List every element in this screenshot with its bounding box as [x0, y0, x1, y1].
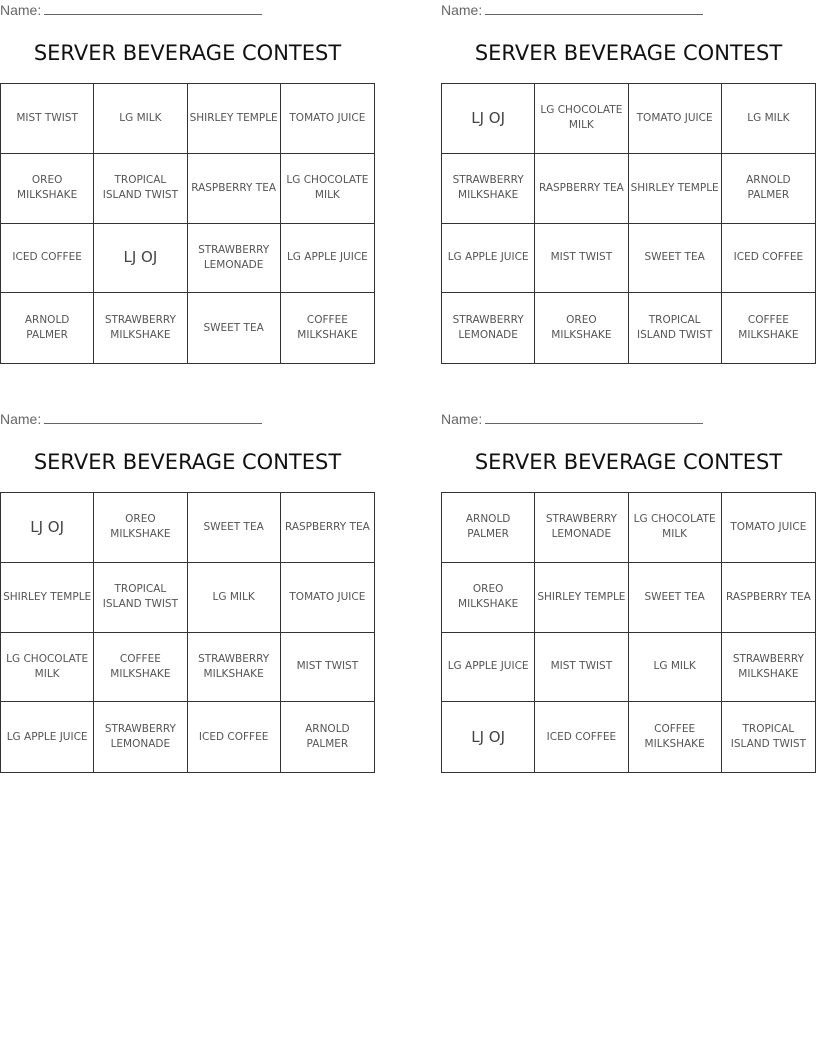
- bingo-cell: SWEET TEA: [629, 224, 722, 294]
- bingo-cell: STRAWBERRY MILKSHAKE: [94, 293, 187, 363]
- bingo-cell: SHIRLEY TEMPLE: [1, 563, 94, 633]
- name-blank-line: [485, 2, 703, 15]
- name-label: Name:: [0, 411, 42, 427]
- name-field: [0, 2, 262, 18]
- bingo-cell: TROPICAL ISLAND TWIST: [94, 154, 187, 224]
- bingo-cell: ICED COFFEE: [1, 224, 94, 294]
- bingo-cell: TOMATO JUICE: [722, 493, 815, 563]
- name-label: Name:: [0, 2, 42, 18]
- bingo-cell: STRAWBERRY MILKSHAKE: [722, 633, 815, 703]
- bingo-cell: STRAWBERRY LEMONADE: [94, 702, 187, 772]
- bingo-grid: [441, 83, 816, 364]
- bingo-cell: MIST TWIST: [535, 224, 628, 294]
- bingo-cell: STRAWBERRY LEMONADE: [442, 293, 535, 363]
- bingo-cell: LJ OJ: [1, 493, 94, 563]
- bingo-cell: STRAWBERRY LEMONADE: [535, 493, 628, 563]
- name-label: Name:: [441, 2, 483, 18]
- bingo-cell: COFFEE MILKSHAKE: [738, 314, 799, 342]
- name-blank-line: [44, 411, 262, 424]
- name-field: [0, 411, 262, 427]
- bingo-cell: OREO MILKSHAKE: [1, 154, 94, 224]
- card-title: SERVER BEVERAGE CONTEST: [474, 41, 783, 65]
- bingo-cell: TOMATO JUICE: [281, 563, 374, 633]
- bingo-grid: [441, 492, 816, 773]
- bingo-cell: RASPBERRY TEA: [722, 563, 815, 633]
- bingo-cell: TROPICAL ISLAND TWIST: [94, 563, 187, 633]
- bingo-cell: SWEET TEA: [188, 493, 281, 563]
- bingo-cell: LJ OJ: [94, 224, 187, 294]
- bingo-cell: RASPBERRY TEA: [188, 154, 281, 224]
- name-field: [441, 411, 703, 427]
- bingo-cell: LG CHOCOLATE MILK: [281, 154, 374, 224]
- name-label: Name:: [441, 411, 483, 427]
- bingo-cell: ICED COFFEE: [535, 702, 628, 772]
- bingo-cell: SHIRLEY TEMPLE: [188, 84, 281, 154]
- card-title: SERVER BEVERAGE CONTEST: [33, 450, 342, 474]
- bingo-cell: LG CHOCOLATE MILK: [629, 493, 722, 563]
- name-blank-line: [44, 2, 262, 15]
- bingo-grid: [0, 492, 375, 773]
- bingo-cell: LG MILK: [188, 563, 281, 633]
- card-title: SERVER BEVERAGE CONTEST: [33, 41, 342, 65]
- bingo-cell: ARNOLD PALMER: [442, 493, 535, 563]
- bingo-cell: LJ OJ: [442, 84, 535, 154]
- card-title: SERVER BEVERAGE CONTEST: [474, 450, 783, 474]
- bingo-cell: LG MILK: [722, 84, 815, 154]
- bingo-cell: ICED COFFEE: [188, 702, 281, 772]
- bingo-cell: MIST TWIST: [535, 633, 628, 703]
- bingo-cell: OREO MILKSHAKE: [442, 563, 535, 633]
- bingo-cell: LG APPLE JUICE: [442, 633, 535, 703]
- bingo-cell: LG CHOCOLATE MILK: [535, 84, 628, 154]
- bingo-cell: ICED COFFEE: [722, 224, 815, 294]
- bingo-cell: COFFEE MILKSHAKE: [629, 702, 722, 772]
- bingo-cell: RASPBERRY TEA: [281, 493, 374, 563]
- bingo-cell: LG MILK: [629, 633, 722, 703]
- bingo-cell: RASPBERRY TEA: [535, 154, 628, 224]
- bingo-cell: ARNOLD PALMER: [722, 154, 815, 224]
- bingo-cell: LG APPLE JUICE: [442, 224, 535, 294]
- bingo-cell: SHIRLEY TEMPLE: [535, 563, 628, 633]
- bingo-cell: TROPICAL ISLAND TWIST: [730, 723, 807, 751]
- name-field: [441, 2, 703, 18]
- bingo-cell: LG APPLE JUICE: [1, 702, 94, 772]
- bingo-cell: SWEET TEA: [629, 563, 722, 633]
- bingo-cell: TOMATO JUICE: [281, 84, 374, 154]
- bingo-cell: LG MILK: [94, 84, 187, 154]
- bingo-cell: LJ OJ: [442, 702, 535, 772]
- bingo-cell: OREO MILKSHAKE: [94, 493, 187, 563]
- name-blank-line: [485, 411, 703, 424]
- bingo-cell: LG CHOCOLATE MILK: [1, 633, 94, 703]
- bingo-grid: [0, 83, 375, 364]
- bingo-cell: SWEET TEA: [188, 293, 281, 363]
- bingo-cell: ARNOLD PALMER: [1, 293, 94, 363]
- bingo-cell: COFFEE MILKSHAKE: [297, 314, 358, 342]
- bingo-cell: ARNOLD PALMER: [305, 723, 350, 751]
- bingo-cell: MIST TWIST: [1, 84, 94, 154]
- bingo-cell: TOMATO JUICE: [629, 84, 722, 154]
- bingo-cell: COFFEE MILKSHAKE: [94, 633, 187, 703]
- bingo-cell: LG APPLE JUICE: [281, 224, 374, 294]
- bingo-cell: STRAWBERRY MILKSHAKE: [188, 633, 281, 703]
- bingo-cell: OREO MILKSHAKE: [535, 293, 628, 363]
- bingo-cell: STRAWBERRY MILKSHAKE: [442, 154, 535, 224]
- bingo-cell: SHIRLEY TEMPLE: [629, 154, 722, 224]
- bingo-cell: STRAWBERRY LEMONADE: [188, 224, 281, 294]
- bingo-cell: MIST TWIST: [281, 633, 374, 703]
- bingo-cell: TROPICAL ISLAND TWIST: [629, 293, 722, 363]
